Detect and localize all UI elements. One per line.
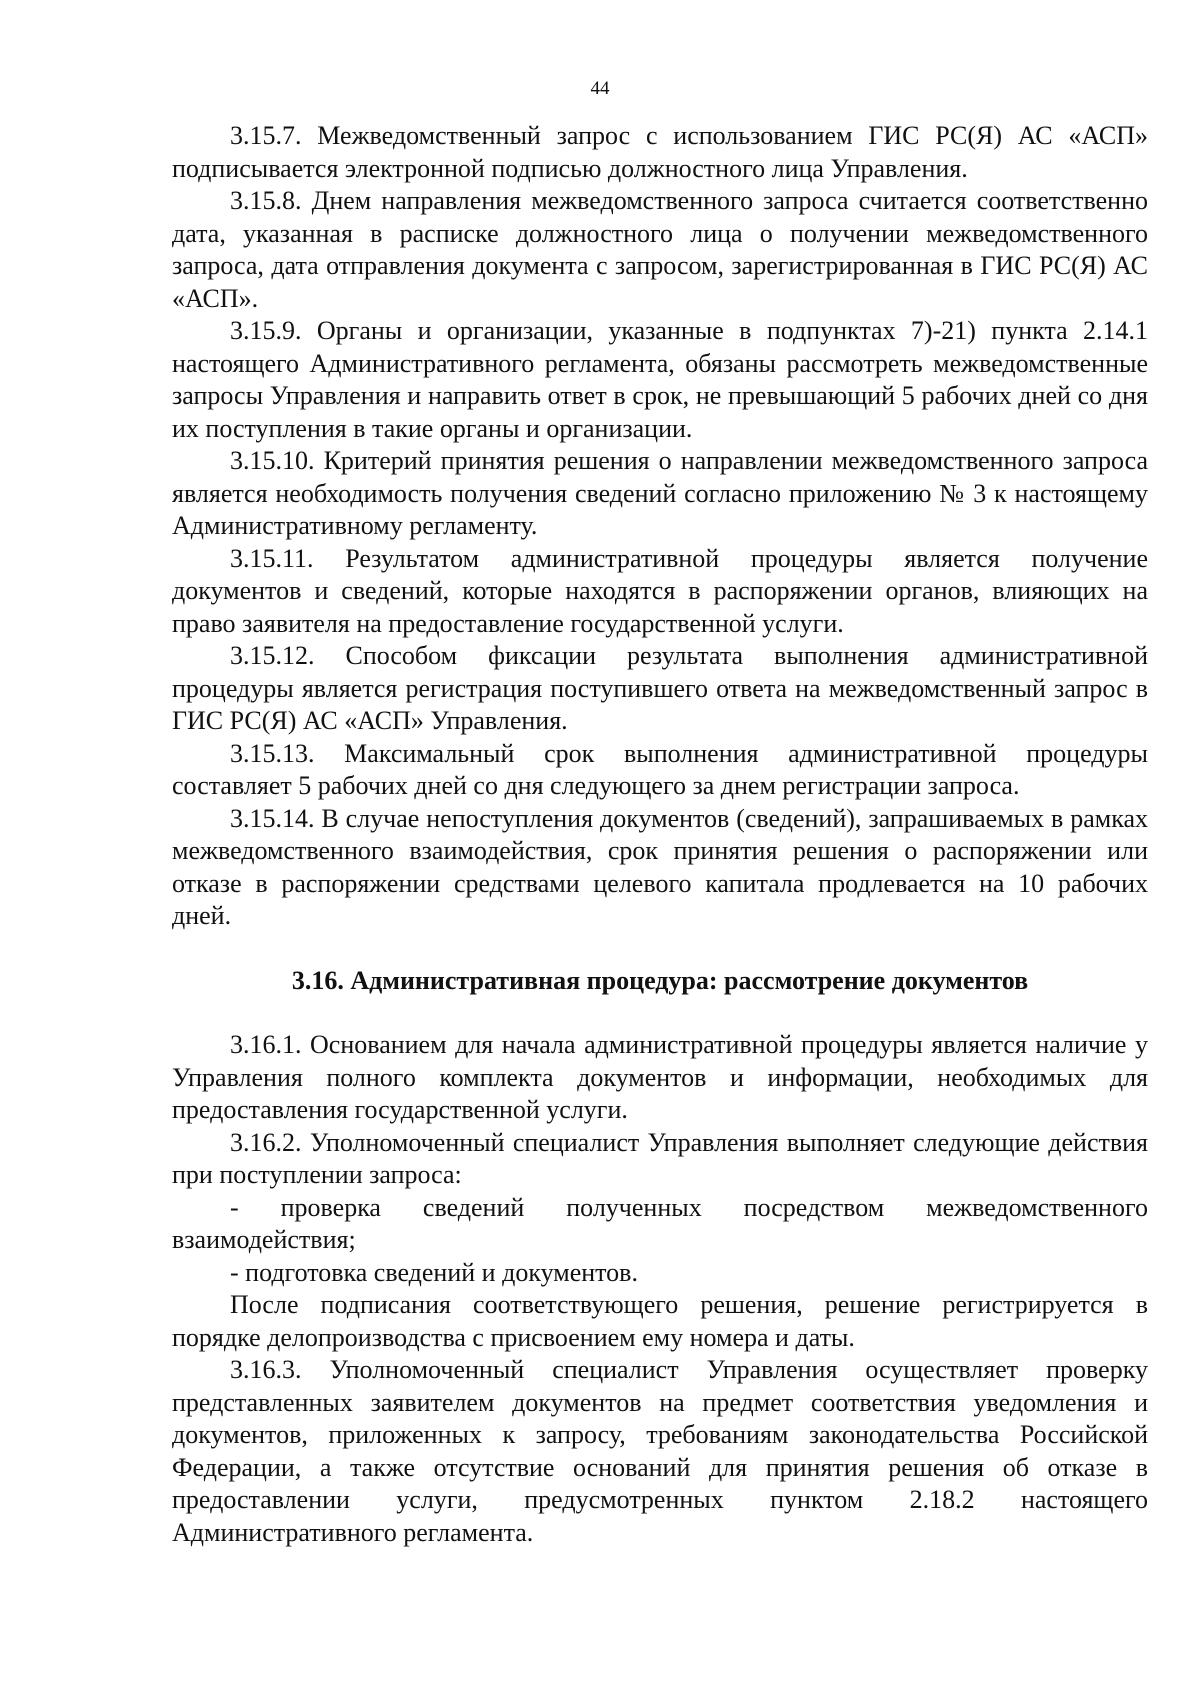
page-number: 44 [590, 78, 610, 99]
paragraph-3-15-14: 3.15.14. В случае непоступления документов (сведений), запрашиваемых в рамках межведомственного взаимодействия, срок принятия решения о распоряжении или отказе в распоряжении средствами целевого капитала продлевается на 10 рабочих дней. [172, 803, 1148, 930]
paragraph-3-15-7: 3.15.7. Межведомственный запрос с использованием ГИС РС(Я) АС «АСП» подписывается электронной подписью должностного лица Управления. [172, 121, 1148, 183]
list-item-verification: - проверка сведений полученных посредством межведомственного взаимодействия; [172, 1192, 1148, 1254]
list-item-preparation: - подготовка сведений и документов. [230, 1257, 638, 1287]
paragraph-3-15-9: 3.15.9. Органы и организации, указанные в подпунктах 7)-21) пункта 2.14.1 настоящего Административного регламента, обязаны рассмотреть межведомственные запросы Управления и направить ответ в срок, не превышающий 5 рабочих дней со дня их поступления в такие органы и организации. [172, 316, 1148, 443]
paragraph-3-15-8: 3.15.8. Днем направления межведомственного запроса считается соответственно дата, указанная в расписке должностного лица о получении межведомственного запроса, дата отправления документа с запросом, зарегистрированная в ГИС РС(Я) АС «АСП». [172, 186, 1148, 313]
paragraph-3-15-12: 3.15.12. Способом фиксации результата выполнения административной процедуры является регистрация поступившего ответа на межведомственный запрос в ГИС РС(Я) АС «АСП» Управления. [172, 641, 1148, 735]
paragraph-after-signing: После подписания соответствующего решения, решение регистрируется в порядке делопроизводства с присвоением ему номера и даты. [172, 1290, 1148, 1352]
paragraph-3-16-2: 3.16.2. Уполномоченный специалист Управления выполняет следующие действия при поступлении запроса: [172, 1127, 1148, 1189]
document-body [172, 120, 1148, 1549]
section-heading: 3.16. Административная процедура: рассмотрение документов [291, 965, 1029, 995]
paragraph-3-15-11: 3.15.11. Результатом административной процедуры является получение документов и сведений, которые находятся в распоряжении органов, влияющих на право заявителя на предоставление государственной услуги. [172, 543, 1148, 638]
paragraph-3-16-1: 3.16.1. Основанием для начала административной процедуры является наличие у Управления полного комплекта документов и информации, необходимых для предоставления государственной услуги. [172, 1030, 1148, 1124]
paragraph-3-16-3: 3.16.3. Уполномоченный специалист Управления осуществляет проверку представленных заявителем документов на предмет соответствия уведомления и документов, приложенных к запросу, требованиям законодательства Российской Федерации, а также отсутствие оснований для принятия решения об отказе в предоставлении услуги, предусмотренных пунктом 2.18.2 настоящего Административного регламента. [172, 1355, 1148, 1547]
paragraph-3-15-10: 3.15.10. Критерий принятия решения о направлении межведомственного запроса является необходимость получения сведений согласно приложению № 3 к настоящему Административному регламенту. [172, 446, 1148, 540]
paragraph-3-15-13: 3.15.13. Максимальный срок выполнения административной процедуры составляет 5 рабочих дней со дня следующего за днем регистрации запроса. [172, 738, 1148, 800]
